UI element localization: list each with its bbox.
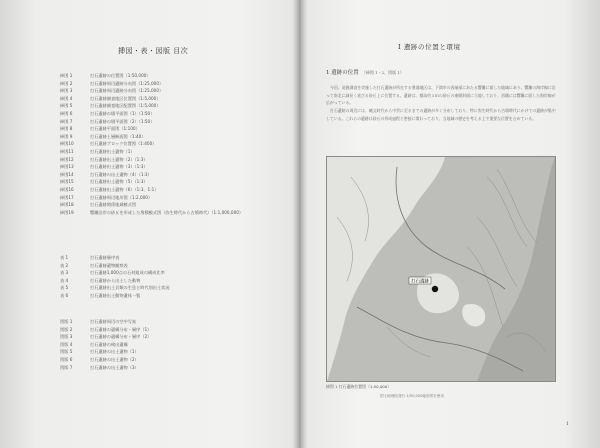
list-item: 表 3 打石遺跡1,000点の石材組成の構成比率 — [60, 270, 165, 276]
list-item: 挿図 8 打石遺跡平面図（1:100） — [60, 126, 140, 132]
list-item: 図版 7 打石遺跡の出土遺物（3） — [60, 364, 139, 370]
body-text — [326, 84, 556, 123]
list-item: 図版 5 打石遺跡の出土遺物（1） — [60, 349, 139, 355]
list-item: 挿図 5 打石遺跡調査地区配置図（1:5,000） — [60, 103, 161, 109]
list-item: 挿図 4 打石遺跡調査地区位置図（1:5,000） — [60, 95, 161, 101]
plates-list — [60, 318, 151, 371]
list-item: 挿図19 響灘沿岸の砂丘を形成した堆積模式図（弥生時代から古墳時代）（1:1,000,000） — [60, 209, 244, 215]
list-item: 表 1 打石遺跡層序表 — [60, 255, 120, 260]
list-item: 挿図16 打石遺跡出土遺物（6）（1:3、1:1） — [60, 186, 159, 192]
map-caption: 挿図 1 打石遺跡位置図（1:50,000） — [326, 384, 392, 389]
list-item: 図版 4 打石遺跡の検出遺構 — [60, 341, 128, 347]
list-item: 挿図17 打石遺跡周辺地形図（1:2,000） — [60, 194, 153, 200]
list-item: 挿図 3 打石遺跡周辺遺跡分布図（1:25,000） — [60, 88, 164, 94]
left-page — [0, 0, 298, 448]
paragraph: 今回、発掘調査を実施した打石遺跡が所在する豊浦地区は、下関市の西端部にあたる響灘に面した地域にあり、響灘の海岸線に沿って南北に細長く延びる砂丘上に位置する。遺跡は、標高約５ｍの砂丘の東側斜面に立地しており、西側には響灘に面した海岸線が広がっている。 — [326, 85, 556, 106]
tables-list — [60, 254, 170, 300]
contents-title: 挿図・表・図版 目次 — [118, 47, 189, 55]
list-item: 挿図15 打石遺跡出土遺物（5）（1:3） — [60, 179, 148, 185]
list-item: 図版 6 打石遺跡の出土遺物（2） — [60, 356, 139, 362]
page-number: 1 — [566, 422, 569, 427]
site-marker-label: 打石遺跡 — [411, 279, 429, 285]
paragraph: 打石遺跡の周辺には、縄文時代から中世に至るまでの遺跡が多く分布しており、特に弥生時代から古墳時代にかけての遺跡が集中している。これらの遺跡は砂丘の形成過程と密接に関わっており、当地域の歴史を考える上で重要な位置を占めている。 — [326, 108, 556, 121]
list-item: 挿図 7 打石遺跡の墳平面図（2）（1:50） — [60, 118, 155, 124]
list-item: 挿図 2 打石遺跡周辺遺跡分布図（1:25,000） — [60, 80, 164, 86]
list-item: 挿図 9 打石遺跡土層断面図（1:40） — [60, 133, 146, 139]
list-item: 表 5 打石遺跡出土貝類の生息と時代別出土状況 — [60, 285, 170, 291]
list-item: 図版 3 打石遺跡の遺構分布・層序（2） — [60, 334, 152, 340]
location-map — [326, 156, 556, 382]
list-item: 図版 1 打石遺跡周辺の空中写真 — [60, 319, 137, 324]
list-item: 挿図10 打石遺跡ブロック位置図（1:400） — [60, 141, 157, 147]
list-item: 表 6 打石遺跡出土動物遺体一覧 — [60, 292, 141, 298]
list-item: 挿図14 打石遺跡の出土遺物（4）（1:3） — [60, 171, 152, 177]
list-item: 挿図 1 打石遺跡の位置図（1:50,000） — [60, 73, 151, 78]
list-item: 挿図18 打石遺跡関係地域模式図 — [60, 202, 137, 208]
list-item: 挿図12 打石遺跡出土遺物（2）（1:3） — [60, 156, 148, 162]
map-source-note: 国土地理院発行 1/50,000地形図を使用 — [380, 394, 444, 398]
list-item: 挿図13 打石遺跡出土遺物（3）（1:3） — [60, 164, 148, 170]
topographic-map-graphic — [327, 157, 555, 381]
list-item: 表 4 打石遺跡から出土した動物 — [60, 277, 141, 283]
chapter-title: I 遺跡の位置と環境 — [398, 43, 461, 51]
list-item: 挿図11 打石遺跡出土遺物（1） — [60, 148, 135, 154]
list-item: 挿図 6 打石遺跡の墳平面図（1）（1:50） — [60, 110, 155, 116]
list-item: 図版 2 打石遺跡の遺構分布・層序（1） — [60, 326, 152, 332]
list-item: 表 2 打石遺跡遺物観察表 — [60, 262, 128, 268]
figures-list — [60, 72, 243, 216]
section-title: 1 遺跡の位置 （挿図 1・2、図版 1） — [326, 70, 404, 76]
